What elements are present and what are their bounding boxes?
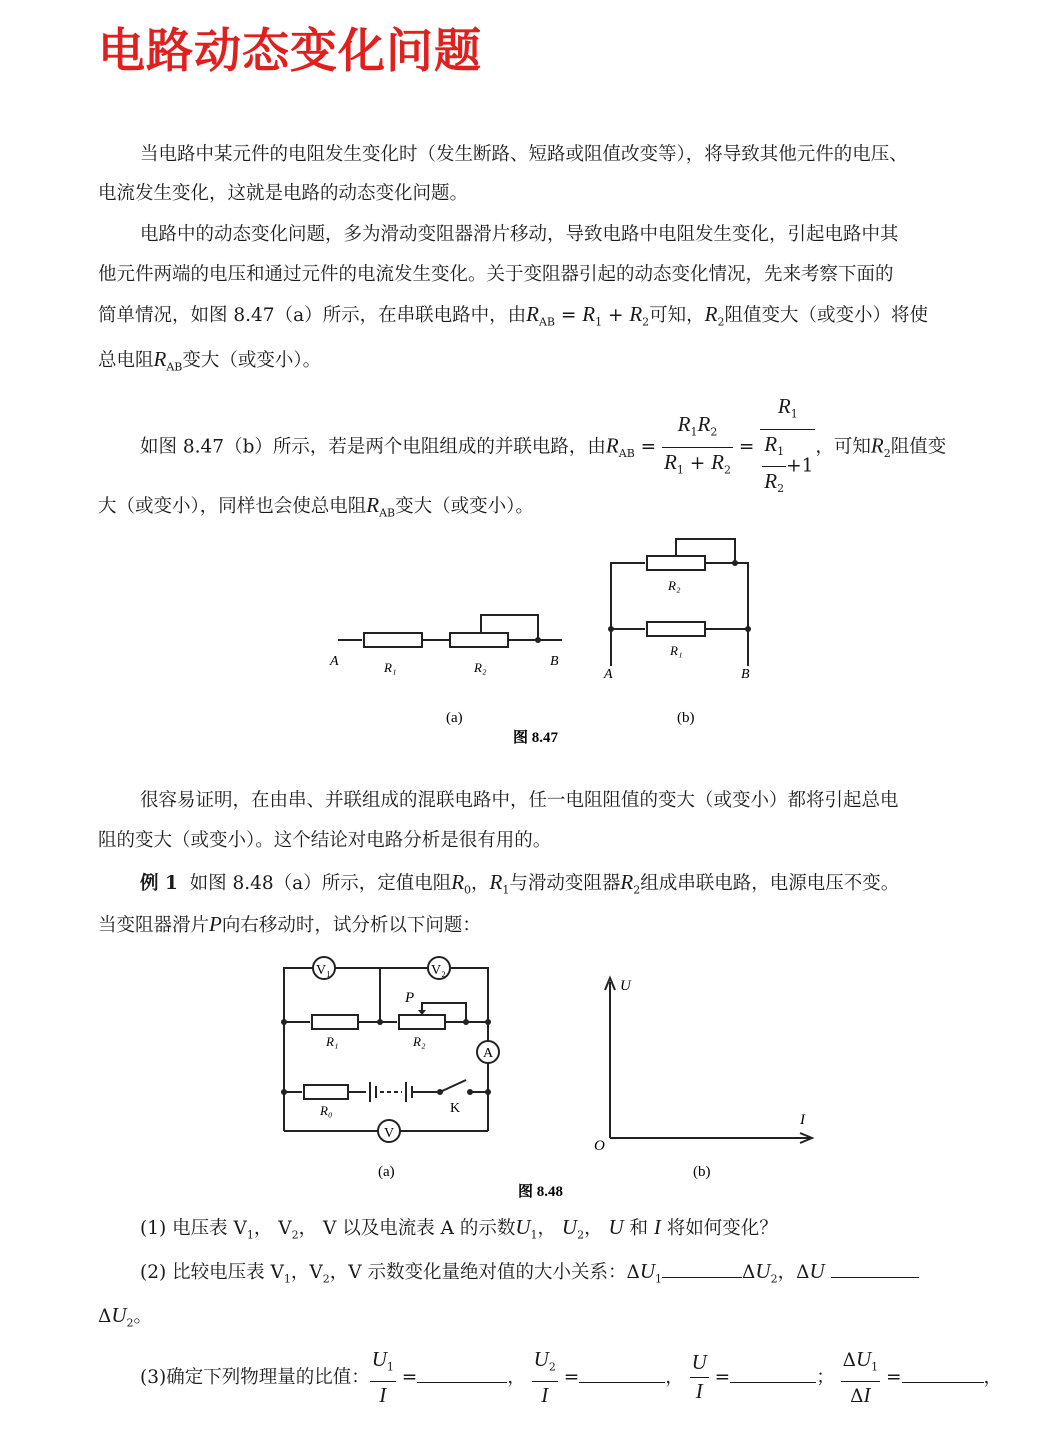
question-2-cont: $\Delta U_2$。 <box>98 1303 153 1330</box>
p2-line3: 简单情况，如图 8.47（a）所示，在串联电路中，由$R_{AB} = R_1 + R_2$可知，$R_2$阻值变大（或变小）将使 <box>98 302 929 329</box>
question-1: (1) 电压表 $V_1$， $V_2$， V 以及电流表 A 的示数$U_1$， $U_2$， U 和 I 将如何变化？ <box>140 1215 778 1242</box>
fig848-caption-a: (a) <box>378 1164 395 1180</box>
fig848-origin: O <box>594 1138 605 1154</box>
fig848-meter-v2: V₂ <box>431 963 446 978</box>
p2-line4: 总电阻$R_{AB}$变大（或变小）。 <box>98 347 322 374</box>
example-1-line2: 当变阻器滑片P向右移动时，试分析以下问题： <box>98 912 481 936</box>
p2-line1: 电路中的动态变化问题，多为滑动变阻器滑片移动，导致电路中电阻发生变化，引起电路中其 <box>140 224 899 245</box>
fig848-caption-b: (b) <box>693 1164 711 1180</box>
fig848-r1: R₁ <box>326 1034 339 1049</box>
p3-line1: 如图 8.47（b）所示，若是两个电阻组成的并联电路，由$R_{AB}$ = $\frac{R_1R_2}{R_1 + R_2}$ = $R_1$ $\frac{R_1}{R_2}$ +1 ，可知$R_2$阻值变 <box>140 394 947 496</box>
example-1-line1: 例 1 如图 8.48（a）所示，定值电阻$R_0$，$R_1$与滑动变阻器$R_2$组成串联电路，电源电压不变。 <box>140 870 900 897</box>
answer-blank[interactable] <box>417 1382 507 1383</box>
fig848-meter-a: A <box>483 1046 494 1061</box>
fig848-meter-v: V <box>384 1126 395 1141</box>
answer-blank[interactable] <box>730 1382 816 1383</box>
fig847-a-node-b: A <box>604 667 613 682</box>
answer-blank[interactable] <box>902 1382 984 1383</box>
fig848-caption: 图 8.48 <box>518 1184 564 1200</box>
fig848-slider-p: P <box>405 990 415 1006</box>
question-2: (2) 比较电压表 $V_1$，$V_2$，V 示数变化量绝对值的大小关系：$\Delta U_1$ $\Delta U_2$，ΔU <box>140 1259 992 1292</box>
p1-line1: 当电路中某元件的电阻发生变化时（发生断路、短路或阻值改变等），将导致其他元件的电压、 <box>140 144 908 165</box>
fig847-caption-b: (b) <box>677 710 695 726</box>
answer-blank[interactable] <box>831 1277 919 1278</box>
fig848-r2: R₂ <box>413 1034 426 1049</box>
p2-line2: 他元件两端的电压和通过元件的电流发生变化。关于变阻器引起的动态变化情况，先来考察下面的 <box>98 264 894 285</box>
fig847-r2-parallel: R₂ <box>668 578 681 593</box>
question-3: (3)确定下列物理量的比值： $\frac{U_1}{I}$ = ， $\frac{U_2}{I}$ = ， $\frac{U}{I}$ = ； $\frac{\Delta U_1}{\Delta I}$ = ， <box>140 1347 1003 1407</box>
fig848-axis-i: I <box>800 1112 805 1128</box>
fig847-r2-series: R₂ <box>474 660 487 675</box>
fig847-r1-parallel: R₁ <box>670 643 683 658</box>
fig848-r0: R₀ <box>320 1103 333 1118</box>
page-title: 电路动态变化问题 <box>98 24 482 79</box>
fig847-label-a-node: A <box>330 654 339 669</box>
p4-line2: 阻的变大（或变小）。这个结论对电路分析是很有用的。 <box>98 830 552 851</box>
answer-blank[interactable] <box>579 1382 665 1383</box>
p4-line1: 很容易证明，在由串、并联组成的混联电路中，任一电阻阻值的变大（或变小）都将引起总电 <box>140 790 899 811</box>
example-label: 例 1 <box>140 873 178 894</box>
fig847-b-node-b: B <box>741 667 750 682</box>
p1-line2: 电流发生变化，这就是电路的动态变化问题。 <box>98 183 469 204</box>
answer-blank[interactable] <box>662 1277 742 1278</box>
fig847-caption-a: (a) <box>446 710 463 726</box>
fig848-meter-v1: V₁ <box>316 963 331 978</box>
fig848-axis-u: U <box>620 978 631 994</box>
fig848-switch-k: K <box>450 1101 461 1116</box>
fig847-r1-series: R₁ <box>384 660 397 675</box>
p3-line2: 大（或变小），同样也会使总电阻$R_{AB}$变大（或变小）。 <box>98 493 534 520</box>
fig847-caption: 图 8.47 <box>513 730 559 746</box>
fig847-b-node-a: B <box>550 654 559 669</box>
